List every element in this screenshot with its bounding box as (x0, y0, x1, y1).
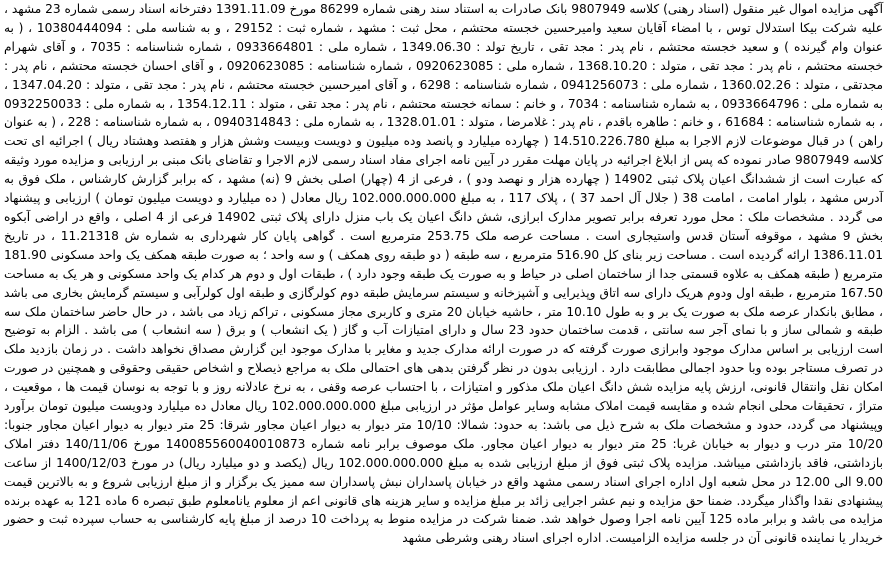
notice-text: آگهی مزایده اموال غیر منقول (اسناد رهنی) کلاسه 9807949 بانک صادرات به استناد سند رهنی شماره 86299 مورخ 1391.11.09 دفترخانه اسناد رسمی شماره 23 مشهد ، علیه شرکت بیکا استدلال توس ، با امضاء آقایان سعید وامیرحسین خجسته محتشم ، محل ثبت : مشهد ، شماره ثبت : 29152 ، و به شناسه ملی : 10380444094 ، ( به عنوان وام گیرنده ) و سعید خجسته محتشم ، نام پدر : مجد تقی ، تاریخ تولد : 1349.06.30 ، شماره ملی : 0933664801 ، شماره شناسنامه : 7035 ، و آقای شهرام خجسته محتشم ، نام پدر : مجد تقی ، متولد : 1368.10.20 ، شماره ملی : 0920623085 ، شماره شناسنامه : 0920623085 ، و آقای احسان خجسته محتشم ، نام پدر : مجدتقی ، متولد : 1360.02.26 ، شماره ملی : 0941256073 ، شماره شناسنامه : 6298 ، و آقای امیرحسین خجسته محتشم ، نام پدر : مجد تقی ، متولد : 1347.04.20 ، به شماره ملی : 0933664796 ، به شماره شناسنامه : 7034 ، و خانم : سمانه خجسته محتشم ، نام پدر : مجد تقی ، متولد : 1354.12.11 ، به شماره ملی : 0932250033 ، به شماره شناسنامه : 61684 ، و خانم : طاهره باقدم ، نام پدر : غلامرضا ، متولد : 1328.01.01 ، به شماره ملی : 0940314843 ، به شماره شناسنامه : 228 ، ( به عنوان راهن ) در قبال موضوعات لازم الاجرا به مبلغ 14.510.226.780 ( چهارده میلیارد و پانصد وده میلیون و دویست وبیست وشش هزار و هفتصد وهشتاد ریال ) اجرائیه ای تحت کلاسه 9807949 صادر نموده که پس از ابلاغ اجرائیه در پایان مهلت مقرر در آیین نامه اجرای مفاد اسناد رسمی لازم الاجرا و تقاضای بانک مبنی بر ارزیابی و مزایده مورد وثیقه که عبارت است از ششدانگ اعیان پلاک ثبتی 14902 ( چهارده هزار و نهصد ودو ) ، فرعی از 4 (چهار) اصلی بخش 9 (نه) مشهد ، که برابر گزارش کارشناس ، ملک فوق به آدرس مشهد ، بلوار امامت ، امامت 38 ( جلال آل احمد 37 ) ، پلاک 117 ، به مبلغ 102.000.000.000 ریال معادل ( ده میلیارد و دویست میلیون تومان ) ارزیابی و پیشنهاد می گردد . مشخصات ملک : محل مورد تعرفه برابر تصویر مدارک ابرازی، شش دانگ اعیان یک باب منزل دارای پلاک ثبتی 14902 فرعی از 4 اصلی ، واقع در اراضی آبکوه بخش 9 مشهد ، موقوفه آستان قدس واستیجاری است . مساحت عرصه ملک 253.75 مترمربع است . گواهی پایان کار شهرداری به شماره ش 11.21318 ، در تاریخ 1386.11.01 ارائه گردیده است . مساحت زیر بنای کل 516.90 مترمربع ، سه طبقه ( دو طبقه روی همکف ) و سه واحد ؛ به صورت طبقه همکف یک واحد مسکونی 181.90 مترمربع ( طبقه همکف به علاوه قسمتی جدا از ساختمان اصلی در حیاط و به صورت یک طبقه وجود دارد ) ، طبقات اول و دوم هر کدام یک واحد مسکونی و هر یک به مساحت 167.50 مترمربع ، طبقه اول ودوم هریک دارای سه اتاق وپذیرایی و آشپزخانه و سیستم سرمایش طبقه دوم کولرگازی و طبقه اول کولرآبی و سیستم گرمایش بخاری می باشد ، مطابق بانکدار عرصه ملک به صورت یک بر و به طول 10.10 متر ، حاشیه خیابان 20 متری و کاربری مجاز مسکونی ، تراکم زیاد می باشد ، در حال حاضر ساختمان ملک سه طبقه و شمالی ساز و با نمای آجر سه سانتی ، قدمت ساختمان حدود 23 سال و دارای امتیازات آب و گاز ( یک انشعاب ) و برق ( سه انشعاب ) می باشد . الزام به توضیح است ارزیابی بر اساس مدارک موجود وابرازی صورت گرفته که در صورت ارائه مدارک جدید و مغایر با مدارک موجود این گزارش مصداق نخواهد داشت . در زمان بازدید ملک در تصرف مستاجر بوده وبا حدود اجمالی مطابقت دارد . ارزیابی بدون در نظر گرفتن بدهی های احتمالی ملک به مراجع ذیصلاح و اشخاص حقیقی وحقوقی و همچنین در صورت امکان نقل وانتقال قانونی، ارزش پایه مزایده شش دانگ اعیان ملک مذکور و امتیازات ، با احتساب عرصه وقفی ، به نرخ عادلانه روز و با توجه به نوسان قیمت ها ، موقعیت ، متراژ ، تحقیقات محلی انجام شده و مقایسه قیمت املاک مشابه وسایر عوامل مؤثر در ارزیابی مبلغ 102.000.000.000 ریال معادل ده میلیارد ودویست میلیون تومان برآورد وپیشنهاد می گردد، حدود و مشخصات ملک به شرح ذیل می باشد: به حدود: شمالا: 10/10 متر دیوار به دیوار اعیان مجاور شرقا: 25 متر دیوار به دیوار اعیان مجاور جنوبا: 10/20 متر درب و دیوار به خیابان غربا: 25 متر دیوار به دیوار اعیان مجاور. ملک موصوف برابر نامه شماره 140085560040010873 مورخ 140/11/06 دفتر املاک بازداشتی، فاقد بازداشتی میباشد. مزایده پلاک ثبتی فوق از مبلغ ارزیابی شده به مبلغ 102.000.000.000 ریال (یکصد و دو میلیارد ریال) در مورخ 1400/12/03 از ساعت 9.00 الی 12.00 در محل شعبه اول اداره اجرای اسناد رسمی مشهد واقع در خیابان پاسداران نبش پاسداران سه ممیز یک برگزار و از مبلغ ارزیابی شروع و به بالاترین قیمت پیشنهادی نقدا واگذار میگردد. ضمنا حق مزایده و نیم عشر اجرایی زائد بر مبلغ مزایده و سایر هزینه های قانونی اعم از معلوم یانامعلوم طبق تبصره 6 ماده 121 به عهده برنده مزایده می باشد و برابر ماده 125 آیین نامه اجرا وصول خواهد شد. ضمنا شرکت در مزایده منوط به پرداخت 10 درصد از مبلغ پایه کارشناسی به حساب سپرده ثبت و حضور خریدار یا نماینده قانونی آن در جلسه مزایده الزامیست. اداره اجرای اسناد رهنی وشرطی مشهد (4, 2, 884, 546)
